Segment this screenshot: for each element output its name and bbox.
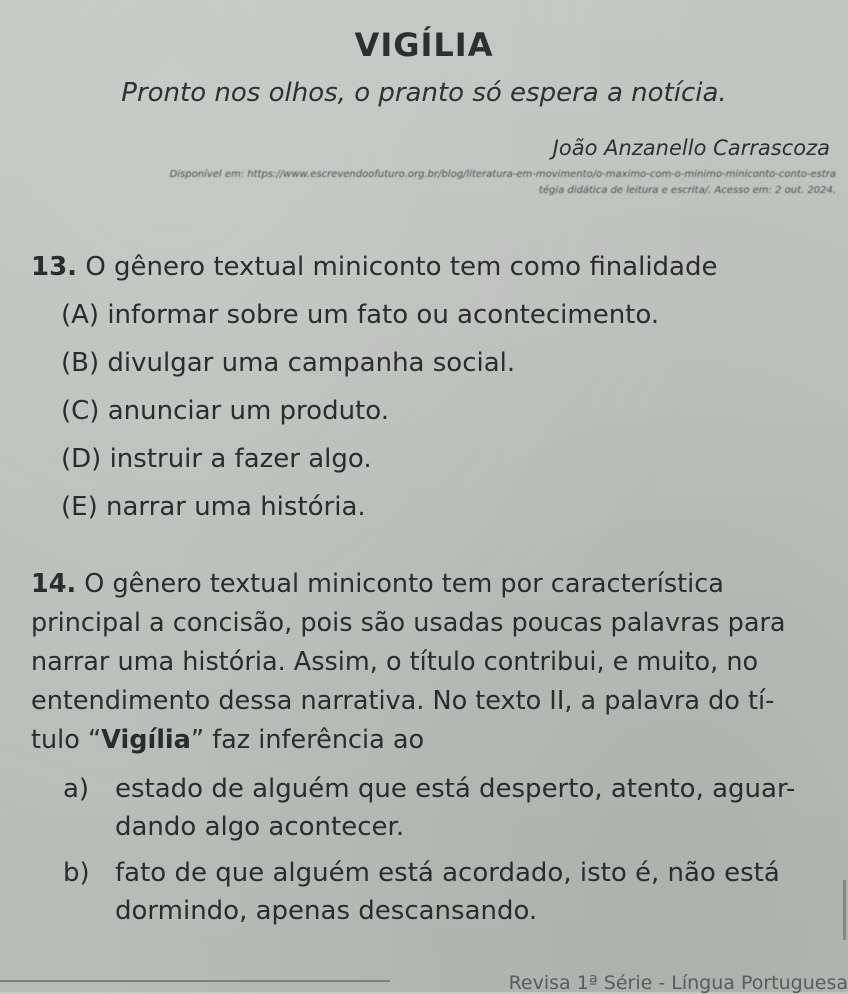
- question-14-line-1: [31, 565, 828, 604]
- option-e: (E) narrar uma história.: [61, 492, 366, 522]
- alternative-b: [31, 854, 828, 930]
- miniconto-text: Pronto nos olhos, o pranto só espera a notícia.: [121, 78, 727, 108]
- footer-label: Revisa 1ª Série - Língua Portuguesa: [508, 972, 848, 994]
- author-name: João Anzanello Carrascoza: [552, 136, 830, 160]
- option-a: (A) informar sobre um fato ou acontecimento.: [61, 300, 660, 330]
- alternative-a-line-2: dando algo acontecer.: [115, 812, 405, 842]
- alternative-a: [31, 770, 828, 846]
- question-13-stem: [31, 243, 821, 291]
- alternative-a-letter: a): [63, 774, 90, 804]
- alternative-b-line-1: fato de que alguém está acordado, isto é, não está: [115, 858, 780, 888]
- question-14-text-5a: tulo “: [31, 725, 102, 755]
- question-13: [31, 243, 821, 531]
- source-line-1: Disponível em: https://www.escrevendoofuturo.org.br/blog/literatura-em-movimento/o-maximo-com-o-minimo-miniconto-conto-estra: [169, 169, 836, 180]
- option-d: (D) instruir a fazer algo.: [61, 444, 372, 474]
- question-14-line-5: [31, 721, 828, 760]
- question-13-text: O gênero textual miniconto tem como finalidade: [77, 252, 718, 282]
- question-14: [31, 565, 828, 930]
- question-14-text-5b: ” faz inferência ao: [190, 725, 425, 755]
- question-14-line-3: narrar uma história. Assim, o título contribui, e muito, no: [31, 647, 759, 677]
- alternative-b-letter: b): [63, 858, 90, 888]
- question-14-line-2: principal a concisão, pois são usadas poucas palavras para: [31, 608, 786, 638]
- source-line-2: tégia didática de leitura e escrita/. Acesso em: 2 out. 2024.: [538, 185, 836, 196]
- question-13-number: 13.: [31, 252, 78, 282]
- option-b: (B) divulgar uma campanha social.: [61, 348, 516, 378]
- text-title: VIGÍLIA: [354, 26, 494, 64]
- source-reference: [0, 167, 836, 199]
- alternative-a-line-1: estado de alguém que está desperto, atento, aguar-: [115, 774, 796, 804]
- question-14-stem: [31, 565, 828, 760]
- footer-divider: [0, 980, 390, 982]
- question-14-number: 14.: [31, 569, 77, 599]
- alternative-b-line-2: dormindo, apenas descansando.: [115, 896, 538, 926]
- page-edge-mark: [843, 880, 846, 940]
- question-14-line-4: entendimento dessa narrativa. No texto II, a palavra do tí-: [31, 686, 775, 716]
- question-14-text-1: O gênero textual miniconto tem por característica: [76, 569, 724, 599]
- option-c: (C) anunciar um produto.: [61, 396, 389, 426]
- question-14-keyword: Vigília: [101, 725, 191, 755]
